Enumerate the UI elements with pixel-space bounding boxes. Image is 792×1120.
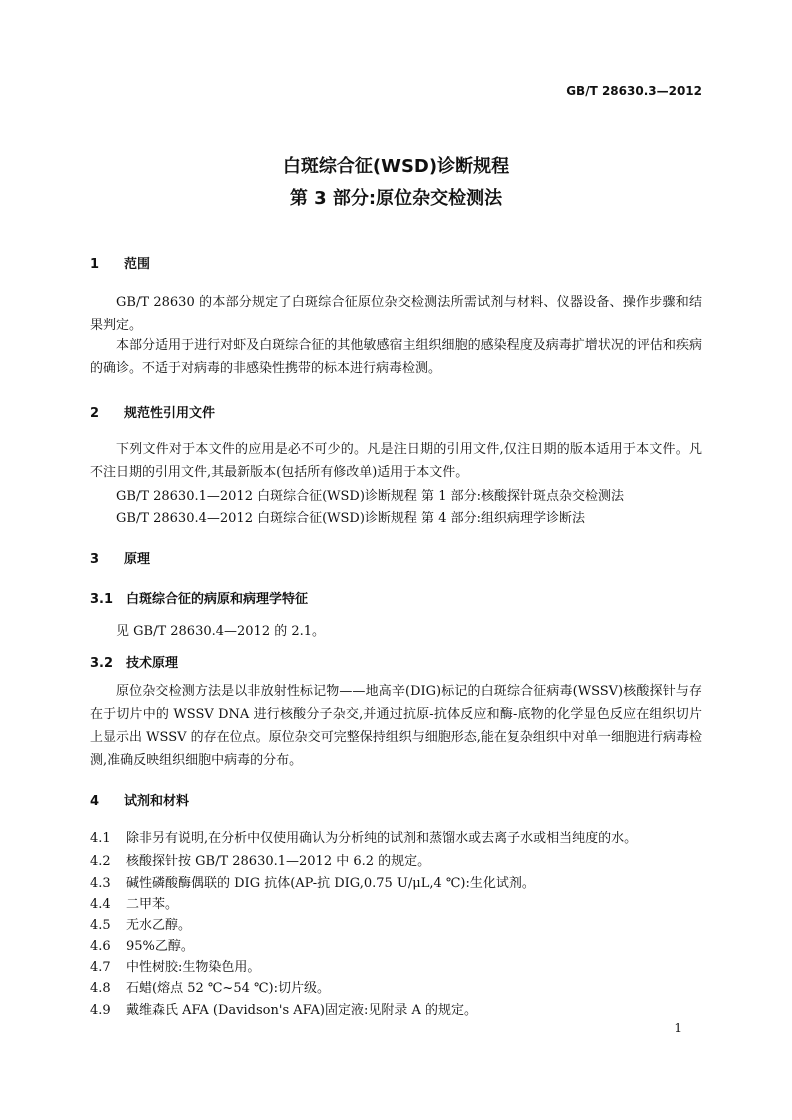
title-line-2: 第 3 部分:原位杂交检测法: [289, 188, 503, 209]
list-item: [90, 977, 330, 996]
subsection-number: 3.2: [90, 656, 114, 671]
section-title: 试剂和材料: [124, 794, 190, 809]
item-text: 戴维森氏 AFA (Davidson's AFA)固定液:见附录 A 的规定。: [126, 1003, 478, 1018]
paragraph: 本部分适用于进行对虾及白斑综合征的其他敏感宿主组织细胞的感染程度及病毒扩增状况的评估和疾病的确诊。不适于对病毒的非感染性携带的标本进行病毒检测。: [90, 338, 702, 376]
paragraph: GB/T 28630 的本部分规定了白斑综合征原位杂交检测法所需试剂与材料、仪器设备、操作步骤和结果判定。: [90, 295, 702, 333]
list-item: [90, 827, 637, 846]
document-number: GB/T 28630.3—2012: [566, 84, 702, 98]
section-title: 范围: [124, 257, 151, 272]
item-number: 4.2: [90, 854, 111, 869]
section-3-heading: [90, 548, 150, 567]
subsection-title: 技术原理: [126, 656, 179, 671]
paragraph: 原位杂交检测方法是以非放射性标记物——地高辛(DIG)标记的白斑综合征病毒(WSSV)核酸探针与存在于切片中的 WSSV DNA 进行核酸分子杂交,并通过抗原-抗体反应和酶-底物的化学显色反应在组织切片上显示出 WSSV 的存在位点。原位杂交可完整保持组织与细胞形态,能在复杂组织中对单一细胞进行病毒检测,准确反映组织细胞中病毒的分布。: [90, 684, 702, 768]
list-item: [90, 850, 430, 869]
subsection-3-1-heading: [90, 588, 308, 607]
item-text: 中性树胶:生物染色用。: [126, 960, 261, 975]
subsection-title: 白斑综合征的病原和病理学特征: [126, 592, 309, 607]
list-item: [90, 914, 191, 933]
section-title: 规范性引用文件: [124, 406, 216, 421]
item-number: 4.5: [90, 918, 111, 933]
section-number: 4: [90, 794, 100, 809]
item-number: 4.6: [90, 939, 111, 954]
item-text: 除非另有说明,在分析中仅使用确认为分析纯的试剂和蒸馏水或去离子水或相当纯度的水。: [126, 831, 638, 846]
list-item: [90, 999, 477, 1018]
title-line-1: 白斑综合征(WSD)诊断规程: [282, 156, 510, 177]
subsection-number: 3.1: [90, 592, 114, 607]
item-text: 95%乙醇。: [126, 939, 194, 954]
item-text: 石蜡(熔点 52 ℃~54 ℃):切片级。: [126, 981, 330, 996]
paragraph: 下列文件对于本文件的应用是必不可少的。凡是注日期的引用文件,仅注日期的版本适用于本文件。凡不注日期的引用文件,其最新版本(包括所有修改单)适用于本文件。: [90, 442, 702, 480]
list-item: [90, 893, 178, 912]
item-text: 核酸探针按 GB/T 28630.1—2012 中 6.2 的规定。: [126, 854, 431, 869]
section-2-heading: [90, 402, 215, 421]
section-1-heading: [90, 253, 150, 272]
section-number: 2: [90, 406, 100, 421]
item-text: 无水乙醇。: [126, 918, 192, 933]
item-number: 4.7: [90, 960, 111, 975]
list-item: [90, 872, 535, 891]
page-number: 1: [674, 1021, 682, 1035]
item-text: 碱性磷酸酶偶联的 DIG 抗体(AP-抗 DIG,0.75 U/μL,4 ℃):生化试剂。: [126, 876, 535, 891]
item-number: 4.4: [90, 897, 111, 912]
item-number: 4.8: [90, 981, 111, 996]
list-item: [90, 935, 194, 954]
item-number: 4.3: [90, 876, 111, 891]
item-number: 4.1: [90, 831, 111, 846]
item-text: 二甲苯。: [126, 897, 179, 912]
section-number: 3: [90, 552, 100, 567]
list-item: [90, 956, 260, 975]
section-4-heading: [90, 790, 189, 809]
item-number: 4.9: [90, 1003, 111, 1018]
section-title: 原理: [124, 552, 151, 567]
normative-reference: GB/T 28630.4—2012 白斑综合征(WSD)诊断规程 第 4 部分:组织病理学诊断法: [116, 511, 585, 526]
paragraph: 见 GB/T 28630.4—2012 的 2.1。: [116, 624, 326, 639]
normative-reference: GB/T 28630.1—2012 白斑综合征(WSD)诊断规程 第 1 部分:核酸探针斑点杂交检测法: [116, 489, 624, 504]
section-number: 1: [90, 257, 100, 272]
subsection-3-2-heading: [90, 652, 178, 671]
